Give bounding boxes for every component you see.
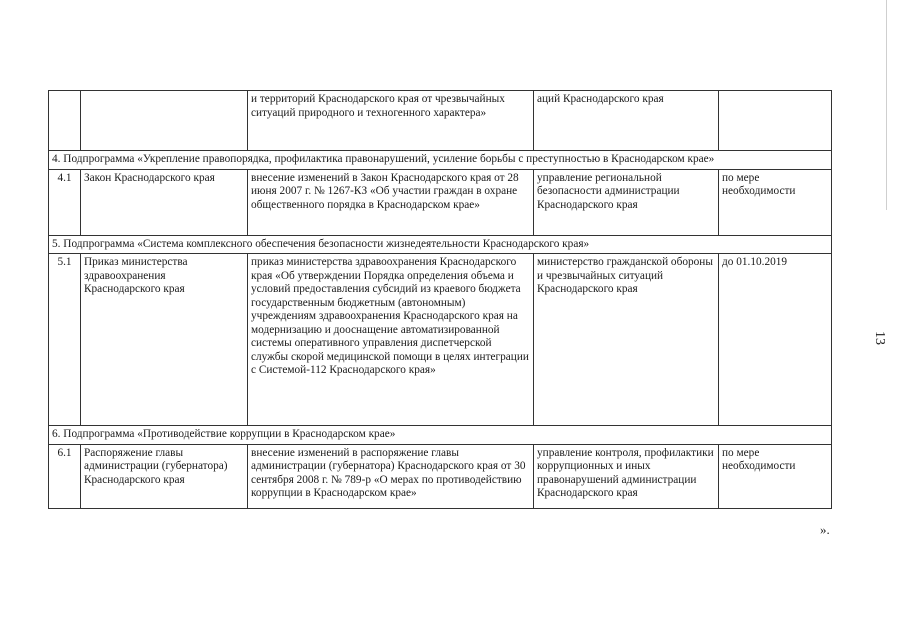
section-title: 6. Подпрограмма «Противодействие коррупции в Краснодарском крае» (49, 426, 832, 445)
cell-doc-empty (81, 91, 248, 151)
table-row-6-1 (49, 444, 832, 508)
section-title: 5. Подпрограмма «Система комплексного обеспечения безопасности жизнедеятельности Краснодарского края» (49, 235, 832, 254)
row-document-type: Распоряжение главы администрации (губернатора) Краснодарского края (81, 444, 248, 508)
row-document-type: Приказ министерства здравоохранения Краснодарского края (81, 254, 248, 426)
cell-num-empty (49, 91, 81, 151)
row-content: приказ министерства здравоохранения Краснодарского края «Об утверждении Порядка определения объема и условий предоставления субсидий из краевого бюджета государственным бюджетным (автономным) учреждениям здравоохранения Краснодарского края на модернизацию и дооснащение автоматизированной системы оперативного управления диспетчерской службы скорой медицинской помощи в целях интеграции с Системой-112 Краснодарского края» (248, 254, 534, 426)
row-number: 5.1 (49, 254, 81, 426)
row-responsible: управление региональной безопасности администрации Краснодарского края (534, 169, 719, 235)
table-row-4-1 (49, 169, 832, 235)
section-header-4 (49, 151, 832, 170)
row-responsible: министерство гражданской обороны и чрезвычайных ситуаций Краснодарского края (534, 254, 719, 426)
row-number: 4.1 (49, 169, 81, 235)
cell-deadline-empty (719, 91, 832, 151)
section-header-6 (49, 426, 832, 445)
page-edge-line (886, 0, 887, 210)
page-number: 13 (872, 331, 887, 345)
cell-content: и территорий Краснодарского края от чрезвычайных ситуаций природного и техногенного характера» (248, 91, 534, 151)
section-header-5 (49, 235, 832, 254)
row-number: 6.1 (49, 444, 81, 508)
row-deadline: до 01.10.2019 (719, 254, 832, 426)
row-content: внесение изменений в Закон Краснодарского края от 28 июня 2007 г. № 1267-КЗ «Об участии граждан в охране общественного порядка в Краснодарском крае» (248, 169, 534, 235)
row-deadline: по мере необходимости (719, 444, 832, 508)
closing-quote-mark: ». (820, 522, 830, 537)
legal-acts-table (48, 90, 832, 509)
table-row-continued (49, 91, 832, 151)
cell-responsible: аций Краснодарского края (534, 91, 719, 151)
row-responsible: управление контроля, профилактики коррупционных и иных правонарушений администрации Краснодарского края (534, 444, 719, 508)
row-content: внесение изменений в распоряжение главы администрации (губернатора) Краснодарского края от 30 сентября 2008 г. № 789-р «О мерах по противодействию коррупции в Краснодарском крае» (248, 444, 534, 508)
row-deadline: по мере необходимости (719, 169, 832, 235)
section-title: 4. Подпрограмма «Укрепление правопорядка, профилактика правонарушений, усиление борьбы с преступностью в Краснодарском крае» (49, 151, 832, 170)
row-document-type: Закон Краснодарского края (81, 169, 248, 235)
table-row-5-1 (49, 254, 832, 426)
